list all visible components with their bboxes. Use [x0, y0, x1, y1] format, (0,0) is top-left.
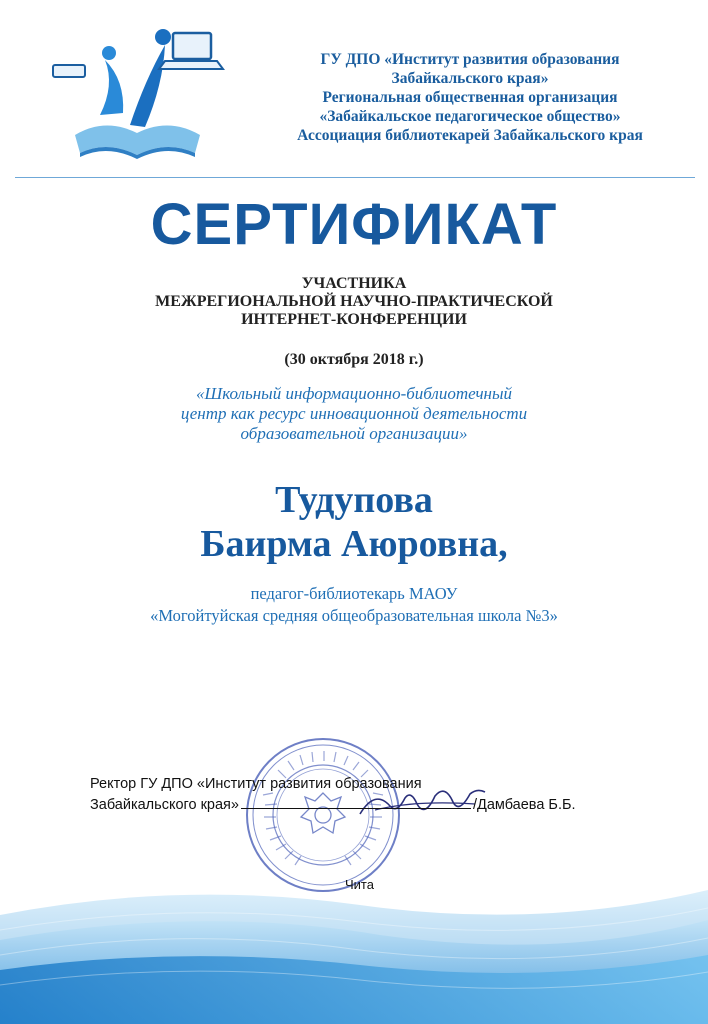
conference-topic — [0, 384, 708, 444]
org-line-1: ГУ ДПО «Институт развития образования — [320, 51, 620, 68]
header-divider — [15, 177, 695, 178]
certificate-subtitle — [0, 275, 708, 329]
position-line-2: «Могойтуйская средняя общеобразовательная школа №3» — [150, 606, 558, 625]
certificate-title: СЕРТИФИКАТ — [150, 192, 558, 257]
org-line-2: Забайкальского края» — [391, 70, 549, 87]
seal-city: Чита — [345, 877, 374, 892]
recipient-surname: Тудупова — [275, 479, 433, 521]
signatory-block — [90, 775, 650, 815]
topic-line-3: образовательной организации» — [240, 424, 468, 443]
topic-line-2: центр как ресурс инновационной деятельности — [180, 404, 528, 423]
signatory-row — [90, 794, 650, 815]
signatory-title-line-2: Забайкальского края» — [90, 797, 239, 813]
org-line-3: Региональная общественная организация — [322, 89, 618, 106]
subtitle-line-3: ИНТЕРНЕТ-КОНФЕРЕНЦИИ — [241, 311, 467, 328]
education-logo — [45, 25, 230, 165]
recipient-position — [0, 583, 708, 627]
recipient-name — [0, 478, 708, 566]
signature-line — [241, 794, 471, 809]
org-line-5: Ассоциация библиотекарей Забайкальского края — [297, 127, 643, 144]
footer-wave-decoration — [0, 860, 708, 1024]
signatory-title-line-1: Ректор ГУ ДПО «Институт развития образования — [90, 776, 422, 792]
subtitle-line-2: МЕЖРЕГИОНАЛЬНОЙ НАУЧНО-ПРАКТИЧЕСКОЙ — [155, 293, 553, 310]
topic-line-1: «Школьный информационно-библиотечный — [195, 384, 512, 403]
signatory-name: /Дамбаева Б.Б. — [472, 797, 576, 813]
org-line-4: «Забайкальское педагогическое общество» — [319, 108, 621, 125]
conference-date: (30 октября 2018 г.) — [284, 351, 424, 368]
subtitle-line-1: УЧАСТНИКА — [301, 275, 407, 292]
recipient-given-names: Баирма Аюровна, — [200, 523, 508, 565]
organizations-header — [245, 50, 695, 145]
position-line-1: педагог-библиотекарь МАОУ — [250, 584, 458, 603]
